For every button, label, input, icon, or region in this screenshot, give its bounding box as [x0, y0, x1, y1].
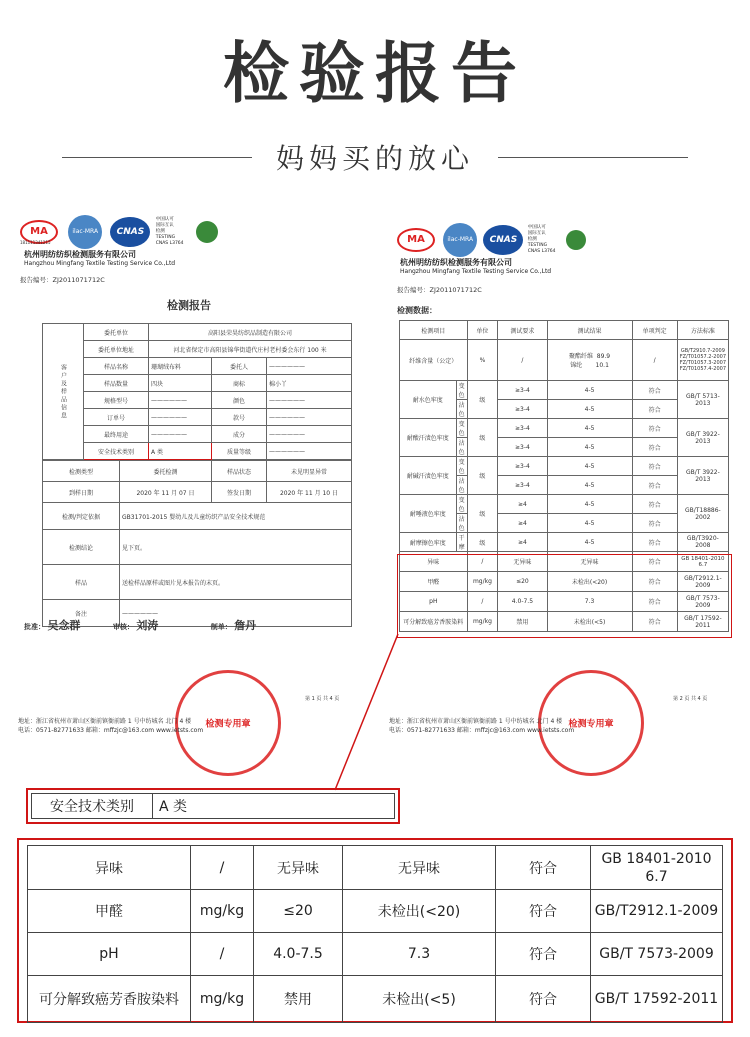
- table-cell: 备注: [43, 600, 120, 627]
- table-cell: 符合: [496, 976, 591, 1023]
- table-cell: GB/T 5713-2013: [677, 381, 728, 419]
- table-cell: mg/kg: [191, 976, 254, 1023]
- ilac-mra-logo: ilac-MRA: [443, 223, 477, 257]
- table-cell: ——————: [267, 392, 352, 409]
- table-cell: 7.3: [547, 592, 632, 612]
- table-cell: 甲醛: [400, 572, 468, 592]
- table-cell: %: [467, 340, 498, 381]
- table-cell: 变色: [456, 495, 467, 514]
- table-cell: 符合: [632, 495, 677, 514]
- table-cell: GB 18401-2010 6.7: [591, 846, 723, 890]
- table-cell: 耐酸汗渍色牢度: [400, 419, 457, 457]
- table-cell: 款号: [212, 409, 267, 426]
- table-cell: 纤维含量（公定）: [400, 340, 468, 381]
- table-cell: GB/T 3922-2013: [677, 457, 728, 495]
- approve-signature: 吴念群: [47, 619, 81, 632]
- table-cell: 变色: [456, 457, 467, 476]
- callout-safety-category: [26, 788, 400, 824]
- table-cell: 无异味: [498, 552, 547, 572]
- table-cell: 变色: [456, 419, 467, 438]
- table-cell: ≥3-4: [498, 476, 547, 495]
- table-cell: 样品: [43, 565, 120, 600]
- table-cell: ——————: [267, 409, 352, 426]
- column-header: 单位: [467, 321, 498, 340]
- table-cell: 级: [467, 419, 498, 457]
- table-cell: GB/T 3922-2013: [677, 419, 728, 457]
- table-cell: 沾色: [456, 476, 467, 495]
- column-header: 单项判定: [632, 321, 677, 340]
- approve-label: 批准：: [24, 623, 45, 631]
- table-cell: 符合: [632, 419, 677, 438]
- report-number: 报告编号：ZJ2011071712C: [20, 276, 105, 284]
- table-cell: 变色: [456, 381, 467, 400]
- table-cell: 4.0-7.5: [498, 592, 547, 612]
- table-cell: 符合: [496, 890, 591, 933]
- footer-address: 地址：浙江省杭州市萧山区衙前镇衙前路 1 号中纺城名 北门 4 楼 电话：0571-82771633 邮箱：mffzjc@163.com www.ietsts.com: [389, 718, 575, 734]
- table-cell: GB/T2912.1-2009: [591, 890, 723, 933]
- table-cell: 4-5: [547, 381, 632, 400]
- table-cell: ≤20: [254, 890, 343, 933]
- table-cell: 河北省保定市高阳县锦华街道代庄村老村委会东行 100 米: [149, 341, 352, 358]
- make-signature: 詹丹: [234, 619, 257, 632]
- table-cell: 4-5: [547, 438, 632, 457]
- table-cell: 商标: [212, 375, 267, 392]
- table-cell: 干摩: [456, 533, 467, 552]
- table-cell: ——————: [267, 358, 352, 375]
- table-cell: ≥3-4: [498, 457, 547, 476]
- connector-line: [335, 634, 398, 790]
- company-name-block: 杭州明纺纺织检测服务有限公司 Hangzhou Mingfang Textile Testing Service Co.,Ltd: [24, 250, 176, 267]
- table-cell: ≤20: [498, 572, 547, 592]
- table-cell: 4-5: [547, 495, 632, 514]
- report-number: 报告编号：ZJ2011071712C: [397, 286, 482, 294]
- table-cell: GB 18401-2010 6.7: [677, 552, 728, 572]
- table-cell: 禁用: [498, 612, 547, 632]
- cnas-logo: CNAS: [110, 217, 150, 247]
- table-cell: 样品数量: [84, 375, 149, 392]
- table-cell: 符合: [632, 572, 677, 592]
- table-cell: 4.0-7.5: [254, 933, 343, 976]
- table-cell: 未检出(<5): [547, 612, 632, 632]
- table-cell: 耐水色牢度: [400, 381, 457, 419]
- table-cell: 检测类型: [43, 461, 120, 482]
- table-cell: GB31701-2015 婴幼儿及儿童纺织产品安全技术规范: [120, 503, 352, 530]
- table-cell: 未检出(<20): [547, 572, 632, 592]
- table-cell: GB/T 17592-2011: [677, 612, 728, 632]
- table-cell: 级: [467, 381, 498, 419]
- safety-category-label: 安全技术类别: [84, 443, 149, 460]
- table-cell: ——————: [149, 409, 212, 426]
- table-cell: 委托检测: [120, 461, 212, 482]
- table-cell: 未见明显异常: [267, 461, 352, 482]
- table-cell: 符合: [632, 400, 677, 419]
- table-cell: ≥3-4: [498, 381, 547, 400]
- zoomed-results-table: [17, 838, 733, 1023]
- table-cell: 棉小丫: [267, 375, 352, 392]
- table-cell: ——————: [267, 443, 352, 460]
- table-cell: 规格型号: [84, 392, 149, 409]
- page-subtitle: 妈妈买的放心: [275, 142, 474, 175]
- table-cell: /: [467, 552, 498, 572]
- table-cell: 4-5: [547, 533, 632, 552]
- table-cell: 符合: [632, 592, 677, 612]
- table-cell: 最终用途: [84, 426, 149, 443]
- table-cell: 4-5: [547, 514, 632, 533]
- table-cell: ≥4: [498, 533, 547, 552]
- table-cell: pH: [400, 592, 468, 612]
- table-cell: 符合: [496, 846, 591, 890]
- page-title: 检验报告: [223, 35, 527, 112]
- table-cell: ≥3-4: [498, 400, 547, 419]
- cnas-logo: CNAS: [483, 225, 523, 255]
- table-cell: 级: [467, 457, 498, 495]
- page-number: 第 1 页 共 4 页: [305, 696, 340, 702]
- table-cell: 符合: [496, 933, 591, 976]
- table-cell: mg/kg: [191, 890, 254, 933]
- table-cell: 样品名称: [84, 358, 149, 375]
- column-header: 测试结果: [547, 321, 632, 340]
- table-cell: 无异味: [343, 846, 496, 890]
- review-label: 审核：: [112, 623, 134, 631]
- table-cell: GB/T3920-2008: [677, 533, 728, 552]
- seal-stamp: 检测专用章: [175, 670, 281, 776]
- table-cell: ——————: [120, 600, 352, 627]
- seal-stamp: 检测专用章: [538, 670, 644, 776]
- table-cell: 沾色: [456, 400, 467, 419]
- section-title: 检测数据：: [397, 306, 437, 315]
- table-cell: 高阳县荣昊纺织品制造有限公司: [149, 324, 352, 341]
- table-cell: 沾色: [456, 438, 467, 457]
- side-label: 客户及样品信息: [43, 324, 84, 460]
- table-cell: 可分解致癌芳香胺染料: [400, 612, 468, 632]
- table-cell: 未检出(<5): [343, 976, 496, 1023]
- table-cell: 异味: [400, 552, 468, 572]
- column-header: 测试要求: [498, 321, 547, 340]
- table-cell: 异味: [28, 846, 191, 890]
- review-signature: 刘涛: [136, 619, 159, 632]
- table-cell: GB/T18886-2002: [677, 495, 728, 533]
- table-cell: 2020 年 11 月 07 日: [120, 482, 212, 503]
- table-cell: 耐碱汗渍色牢度: [400, 457, 457, 495]
- table-cell: 签发日期: [212, 482, 267, 503]
- table-cell: /: [191, 846, 254, 890]
- table-cell: 7.3: [343, 933, 496, 976]
- cnas-text: 中国认可 国际互认 检测 TESTING CNAS L3764: [155, 217, 184, 246]
- table-cell: ——————: [149, 392, 212, 409]
- table-cell: 沾色: [456, 514, 467, 533]
- make-label: 制单：: [210, 623, 232, 631]
- table-cell: GB/T 7573-2009: [591, 933, 723, 976]
- table-cell: 可分解致癌芳香胺染料: [28, 976, 191, 1023]
- table-cell: 珊瑚绒布料: [149, 358, 212, 375]
- table-cell: 4-5: [547, 476, 632, 495]
- table-cell: 检测/判定依据: [43, 503, 120, 530]
- table-cell: 送检样品原样或图片见本报告的末页。: [120, 565, 352, 600]
- table-cell: 样品状态: [212, 461, 267, 482]
- column-header: 方法标准: [677, 321, 728, 340]
- table-cell: 到样日期: [43, 482, 120, 503]
- table-cell: mg/kg: [467, 612, 498, 632]
- safety-category-value: A 类: [149, 443, 212, 460]
- table-cell: 耐唾液色牢度: [400, 495, 457, 533]
- company-name-block: 杭州明纺纺织检测服务有限公司 Hangzhou Mingfang Textile Testing Service Co.,Ltd: [400, 258, 552, 275]
- table-cell: GB/T2912.1-2009: [677, 572, 728, 592]
- table-cell: GB/T2910.7-2009 FZ/T01057.2-2007 FZ/T01057.3-2007 FZ/T01057.4-2007: [677, 340, 728, 381]
- table-cell: 四块: [149, 375, 212, 392]
- table-cell: 颜色: [212, 392, 267, 409]
- table-cell: 成分: [212, 426, 267, 443]
- table-cell: 符合: [632, 514, 677, 533]
- table-cell: ≥3-4: [498, 438, 547, 457]
- table-cell: 见下页。: [120, 530, 352, 565]
- table-cell: /: [498, 340, 547, 381]
- table-cell: /: [632, 340, 677, 381]
- table-cell: 禁用: [254, 976, 343, 1023]
- report-title: 检测报告: [167, 299, 211, 312]
- table-cell: 级: [467, 533, 498, 552]
- ma-logo: MA: [397, 228, 435, 252]
- table-cell: GB/T 17592-2011: [591, 976, 723, 1023]
- table-cell: 4-5: [547, 419, 632, 438]
- table-cell: 委托单位地址: [84, 341, 149, 358]
- cnas-text: 中国认可 国际互认 检测 TESTING CNAS L3764: [527, 225, 556, 254]
- table-cell: 符合: [632, 533, 677, 552]
- table-cell: 4-5: [547, 400, 632, 419]
- table-cell: 甲醛: [28, 890, 191, 933]
- table-cell: /: [467, 592, 498, 612]
- table-cell: pH: [28, 933, 191, 976]
- table-cell: 符合: [632, 476, 677, 495]
- table-cell: 符合: [632, 381, 677, 400]
- table-cell: 委托单位: [84, 324, 149, 341]
- table-cell: mg/kg: [467, 572, 498, 592]
- column-header: 检测项目: [400, 321, 468, 340]
- table-cell: ≥4: [498, 514, 547, 533]
- table-cell: 2020 年 11 月 10 日: [267, 482, 352, 503]
- table-cell: 符合: [632, 612, 677, 632]
- table-cell: 级: [467, 495, 498, 533]
- table-cell: ≥4: [498, 495, 547, 514]
- table-cell: /: [191, 933, 254, 976]
- table-cell: 符合: [632, 552, 677, 572]
- safety-category-value: A 类: [153, 794, 395, 819]
- table-cell: 委托人: [212, 358, 267, 375]
- table-cell: 未检出(<20): [343, 890, 496, 933]
- table-cell: 聚酯纤维 89.9 锦纶 10.1: [547, 340, 632, 381]
- table-cell: 4-5: [547, 457, 632, 476]
- table-cell: 耐摩擦色牢度: [400, 533, 457, 552]
- ma-logo: MA: [20, 220, 58, 244]
- safety-category-label: 安全技术类别: [32, 794, 153, 819]
- table-cell: 无异味: [254, 846, 343, 890]
- table-cell: 符合: [632, 457, 677, 476]
- table-cell: 符合: [632, 438, 677, 457]
- table-cell: 无异味: [547, 552, 632, 572]
- page-number: 第 2 页 共 4 页: [673, 696, 708, 702]
- table-cell: ——————: [149, 426, 212, 443]
- table-cell: 订单号: [84, 409, 149, 426]
- footer-address: 地址：浙江省杭州市萧山区衙前镇衙前路 1 号中纺城名 北门 4 楼 电话：0571-82771633 邮箱：mffzjc@163.com www.ietsts.com: [18, 718, 204, 734]
- ilac-mra-logo: ilac-MRA: [68, 215, 102, 249]
- table-cell: 质量等级: [212, 443, 267, 460]
- table-cell: ——————: [267, 426, 352, 443]
- ma-code: 181111341215: [20, 240, 51, 245]
- table-cell: ≥3-4: [498, 419, 547, 438]
- table-cell: 检测结论: [43, 530, 120, 565]
- table-cell: GB/T 7573-2009: [677, 592, 728, 612]
